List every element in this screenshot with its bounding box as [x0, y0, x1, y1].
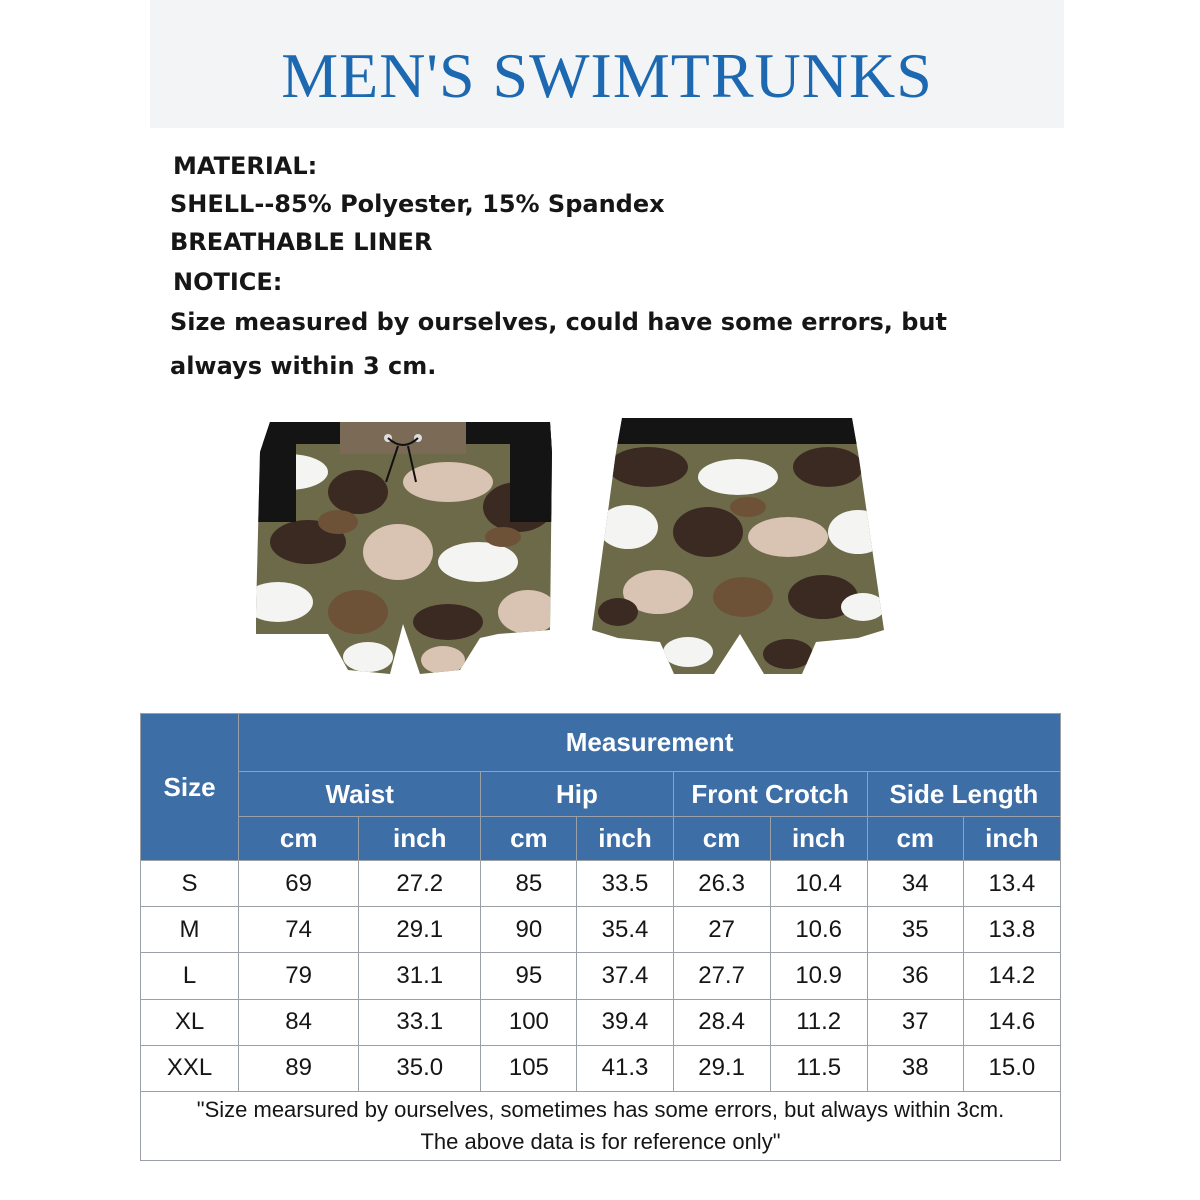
- value-cell: 79: [239, 953, 359, 999]
- unit-header: inch: [577, 817, 673, 861]
- unit-header: inch: [770, 817, 867, 861]
- value-cell: 38: [867, 1045, 963, 1091]
- value-cell: 27.7: [673, 953, 770, 999]
- value-cell: 27.2: [359, 861, 481, 907]
- value-cell: 100: [481, 999, 577, 1045]
- size-note-line1: "Size mearsured by ourselves, sometimes has some errors, but always within 3cm.: [196, 1097, 1005, 1123]
- size-chart: [140, 713, 1061, 1161]
- measurement-header: Measurement: [239, 714, 1061, 772]
- unit-header: cm: [673, 817, 770, 861]
- value-cell: 69: [239, 861, 359, 907]
- value-cell: 27: [673, 907, 770, 953]
- unit-header: inch: [359, 817, 481, 861]
- value-cell: 35: [867, 907, 963, 953]
- value-cell: 37.4: [577, 953, 673, 999]
- product-photos: [0, 412, 1200, 680]
- value-cell: 11.2: [770, 999, 867, 1045]
- size-cell: M: [141, 907, 239, 953]
- value-cell: 10.6: [770, 907, 867, 953]
- liner-info: BREATHABLE LINER: [170, 228, 433, 256]
- shell-composition: SHELL--85% Polyester, 15% Spandex: [170, 190, 665, 218]
- table-row: [141, 861, 1061, 907]
- unit-header: cm: [867, 817, 963, 861]
- value-cell: 36: [867, 953, 963, 999]
- value-cell: 29.1: [673, 1045, 770, 1091]
- back-view-image: [588, 412, 888, 678]
- value-cell: 33.5: [577, 861, 673, 907]
- value-cell: 13.8: [963, 907, 1060, 953]
- value-cell: 35.0: [359, 1045, 481, 1091]
- value-cell: 41.3: [577, 1045, 673, 1091]
- notice-text-line2: always within 3 cm.: [170, 352, 437, 380]
- size-cell: XXL: [141, 1045, 239, 1091]
- value-cell: 14.2: [963, 953, 1060, 999]
- front-crotch-header: Front Crotch: [673, 772, 867, 817]
- value-cell: 35.4: [577, 907, 673, 953]
- side-length-header: Side Length: [867, 772, 1060, 817]
- value-cell: 15.0: [963, 1045, 1060, 1091]
- value-cell: 89: [239, 1045, 359, 1091]
- size-cell: L: [141, 953, 239, 999]
- value-cell: 74: [239, 907, 359, 953]
- value-cell: 31.1: [359, 953, 481, 999]
- unit-header: cm: [239, 817, 359, 861]
- size-note: [141, 1092, 1061, 1161]
- table-row: [141, 953, 1061, 999]
- waist-header: Waist: [239, 772, 481, 817]
- value-cell: 95: [481, 953, 577, 999]
- value-cell: 10.9: [770, 953, 867, 999]
- value-cell: 84: [239, 999, 359, 1045]
- size-header: Size: [141, 714, 239, 861]
- unit-header: cm: [481, 817, 577, 861]
- value-cell: 29.1: [359, 907, 481, 953]
- value-cell: 105: [481, 1045, 577, 1091]
- value-cell: 33.1: [359, 999, 481, 1045]
- size-note-line2: The above data is for reference only": [420, 1129, 781, 1155]
- front-view-image: [248, 412, 558, 678]
- value-cell: 85: [481, 861, 577, 907]
- notice-text-line1: Size measured by ourselves, could have some errors, but: [170, 308, 947, 336]
- page-title: MEN'S SWIMTRUNKS: [281, 40, 933, 111]
- value-cell: 10.4: [770, 861, 867, 907]
- value-cell: 90: [481, 907, 577, 953]
- value-cell: 37: [867, 999, 963, 1045]
- value-cell: 28.4: [673, 999, 770, 1045]
- value-cell: 14.6: [963, 999, 1060, 1045]
- hip-header: Hip: [481, 772, 673, 817]
- table-row: [141, 907, 1061, 953]
- note-row: [141, 1092, 1061, 1161]
- title-banner: [150, 0, 1064, 128]
- table-row: [141, 999, 1061, 1045]
- value-cell: 34: [867, 861, 963, 907]
- value-cell: 26.3: [673, 861, 770, 907]
- value-cell: 11.5: [770, 1045, 867, 1091]
- size-cell: XL: [141, 999, 239, 1045]
- material-heading: MATERIAL:: [173, 152, 318, 180]
- value-cell: 13.4: [963, 861, 1060, 907]
- size-cell: S: [141, 861, 239, 907]
- notice-heading: NOTICE:: [173, 268, 283, 296]
- unit-header: inch: [963, 817, 1060, 861]
- table-row: [141, 1045, 1061, 1091]
- value-cell: 39.4: [577, 999, 673, 1045]
